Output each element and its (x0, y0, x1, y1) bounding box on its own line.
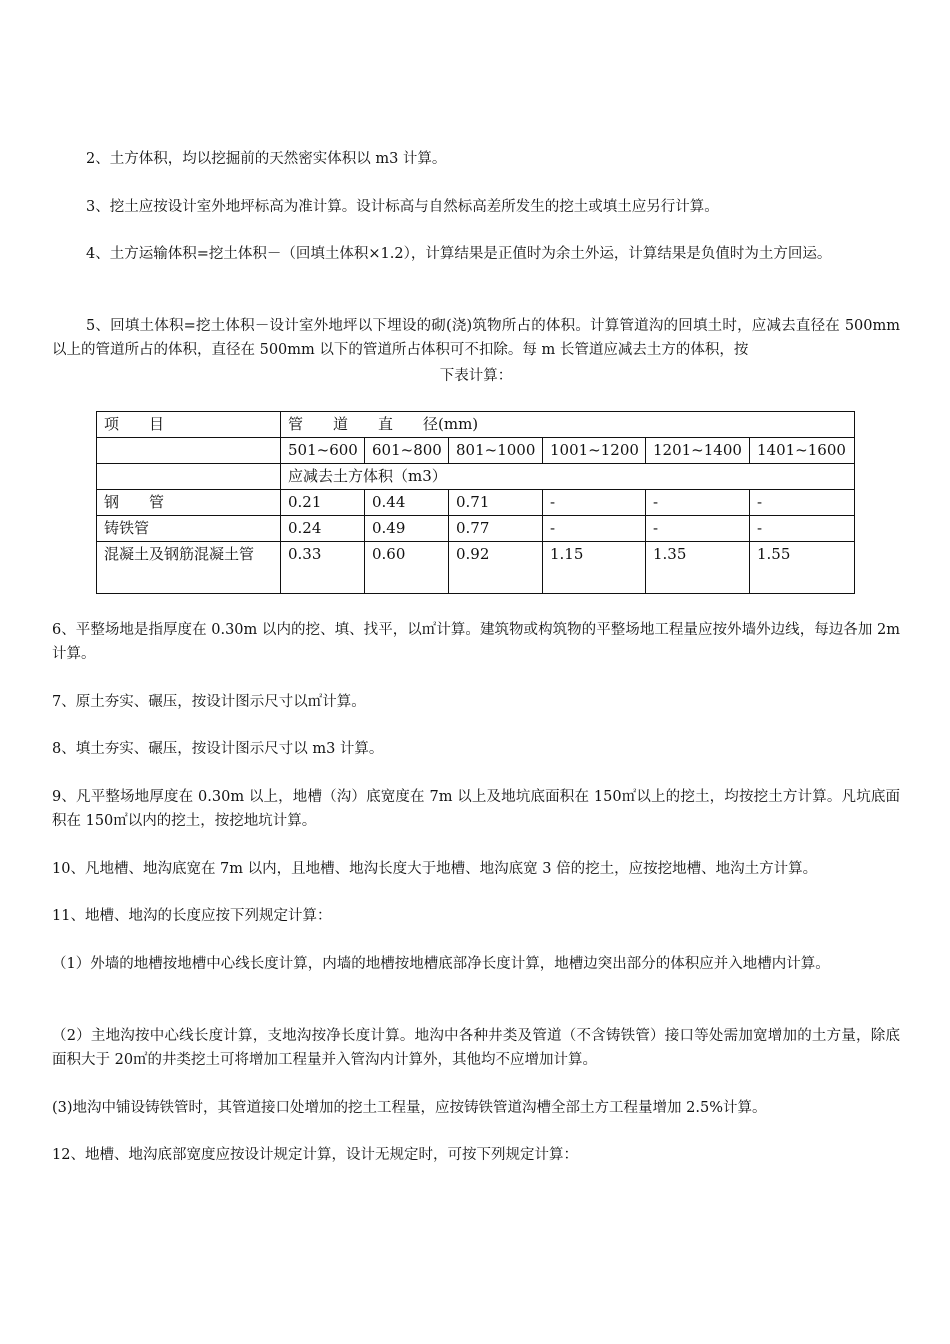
range-cell: 1401~1600 (750, 438, 855, 464)
range-cell: 1001~1200 (543, 438, 646, 464)
paragraph-11-1: （1）外墙的地槽按地槽中心线长度计算，内墙的地槽按地槽底部净长度计算，地槽边突出部分的体积应并入地槽内计算。 (52, 956, 830, 972)
row-name: 铸铁管 (97, 516, 281, 542)
paragraph-11-2: （2）主地沟按中心线长度计算，支地沟按净长度计算。地沟中各种井类及管道（不含铸铁管）接口等处需加宽增加的土方量，除底面积大于 20㎡的井类挖土可将增加工程量并入管沟内计算外，其他均不应增加计算。 (52, 1028, 900, 1068)
paragraph-3: 3、挖土应按设计室外地坪标高为准计算。设计标高与自然标高差所发生的挖土或填土应另行计算。 (86, 199, 719, 215)
table-cell: 0.21 (281, 490, 365, 516)
table-cell: 1.55 (750, 542, 855, 594)
range-cell: 601~800 (365, 438, 449, 464)
range-cell: 801~1000 (449, 438, 543, 464)
row-name: 钢 管 (97, 490, 281, 516)
paragraph-2: 2、土方体积，均以挖掘前的天然密实体积以 m3 计算。 (86, 151, 447, 167)
paragraph-7: 7、原土夯实、碾压，按设计图示尺寸以㎡计算。 (52, 694, 366, 710)
paragraph-11: 11、地槽、地沟的长度应按下列规定计算： (52, 908, 332, 924)
table-row (97, 490, 855, 516)
table-cell: - (646, 490, 750, 516)
table-cell: - (750, 516, 855, 542)
pipe-volume-table (96, 411, 855, 594)
table-cell: 1.15 (543, 542, 646, 594)
table-row (97, 542, 855, 594)
table-subheader-row (97, 464, 855, 490)
table-cell: 0.77 (449, 516, 543, 542)
paragraph-5-tail: 下表计算： (439, 368, 513, 384)
paragraph-12: 12、地槽、地沟底部宽度应按设计规定计算，设计无规定时，可按下列规定计算： (52, 1147, 578, 1163)
table-header-row (97, 412, 855, 438)
table-cell: 0.60 (365, 542, 449, 594)
table-cell: - (543, 516, 646, 542)
paragraph-5: 5、回填土体积=挖土体积－设计室外地坪以下埋设的砌(浇)筑物所占的体积。计算管道沟的回填土时，应减去直径在 500mm 以上的管道所占的体积，直径在 500mm 以下的管道所占体积可不扣除。每 m 长管道应减去土方的体积，按 (52, 318, 900, 358)
table-cell: 0.44 (365, 490, 449, 516)
table-cell: 0.24 (281, 516, 365, 542)
range-cell: 1201~1400 (646, 438, 750, 464)
paragraph-10: 10、凡地槽、地沟底宽在 7m 以内，且地槽、地沟长度大于地槽、地沟底宽 3 倍的挖土，应按挖地槽、地沟土方计算。 (52, 861, 818, 877)
table-cell: 0.92 (449, 542, 543, 594)
paragraph-11-3: (3)地沟中铺设铸铁管时，其管道接口处增加的挖土工程量，应按铸铁管道沟槽全部土方工程量增加 2.5%计算。 (52, 1100, 767, 1116)
table-cell: 0.33 (281, 542, 365, 594)
paragraph-4: 4、土方运输体积=挖土体积－（回填土体积×1.2），计算结果是正值时为余土外运，计算结果是负值时为土方回运。 (86, 246, 832, 262)
subheader-volume: 应减去土方体积（m3） (281, 464, 855, 490)
table-row (97, 516, 855, 542)
range-cell: 501~600 (281, 438, 365, 464)
table-cell: 1.35 (646, 542, 750, 594)
table-cell: - (646, 516, 750, 542)
header-diameter: 管 道 直 径(mm) (281, 412, 855, 438)
table-range-row (97, 438, 855, 464)
table-cell: - (543, 490, 646, 516)
table-cell: - (750, 490, 855, 516)
table-cell: 0.71 (449, 490, 543, 516)
table-cell: 0.49 (365, 516, 449, 542)
table-cell-empty (97, 438, 281, 464)
paragraph-6: 6、平整场地是指厚度在 0.30m 以内的挖、填、找平，以㎡计算。建筑物或构筑物的平整场地工程量应按外墙外边线，每边各加 2m 计算。 (52, 622, 900, 662)
row-name: 混凝土及钢筋混凝土管 (97, 542, 281, 594)
header-item: 项 目 (97, 412, 281, 438)
paragraph-8: 8、填土夯实、碾压，按设计图示尺寸以 m3 计算。 (52, 741, 384, 757)
table-cell-empty (97, 464, 281, 490)
paragraph-9: 9、凡平整场地厚度在 0.30m 以上，地槽（沟）底宽度在 7m 以上及地坑底面积在 150㎡以上的挖土，均按挖土方计算。凡坑底面积在 150㎡以内的挖土，按挖地坑计算。 (52, 789, 900, 829)
